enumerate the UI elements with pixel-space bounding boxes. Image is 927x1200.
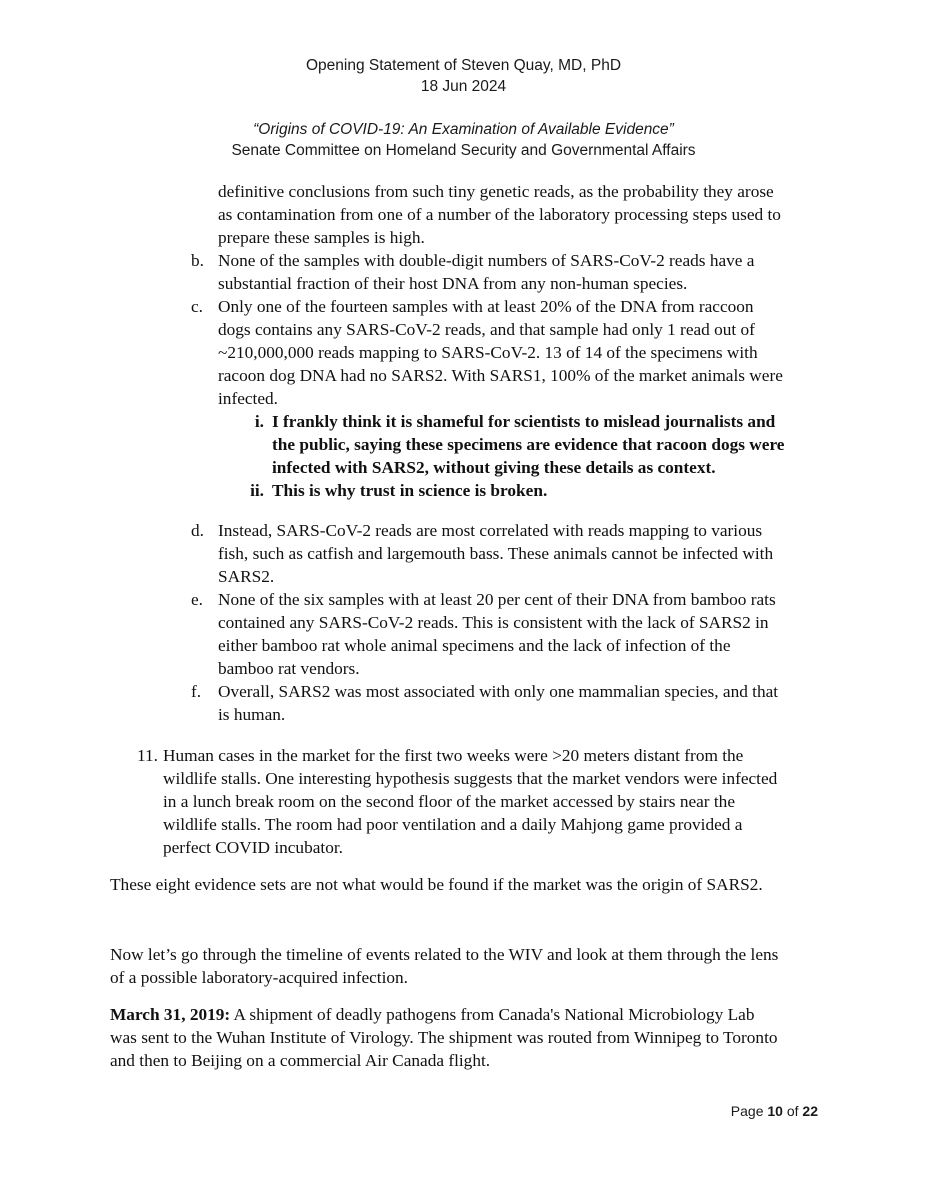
- page-word: Page: [730, 1103, 768, 1119]
- item-d-line: Instead, SARS-CoV-2 reads are most correlated with reads mapping to various: [218, 521, 763, 540]
- timeline-entry-line: was sent to the Wuhan Institute of Virology. The shipment was routed from Winnipeg to Toronto: [110, 1028, 778, 1047]
- timeline-intro-line: of a possible laboratory-acquired infection.: [110, 968, 408, 987]
- item-e-line: bamboo rat vendors.: [218, 659, 360, 678]
- item-a-continuation-line: definitive conclusions from such tiny genetic reads, as the probability they arose: [218, 182, 774, 201]
- item-e-line: contained any SARS-CoV-2 reads. This is consistent with the lack of SARS2 in: [218, 613, 769, 632]
- item-b-line: None of the samples with double-digit numbers of SARS-CoV-2 reads have a: [218, 251, 755, 270]
- list-marker-i: i.: [254, 412, 264, 431]
- item-f-line: is human.: [218, 705, 286, 724]
- item-e-line: either bamboo rat whole animal specimens and the lack of infection of the: [218, 636, 731, 655]
- timeline-entry-text: A shipment of deadly pathogens from Canada's National Microbiology Lab: [230, 1005, 755, 1024]
- summary-paragraph: These eight evidence sets are not what would be found if the market was the origin of SARS2.: [110, 875, 763, 894]
- timeline-date: March 31, 2019:: [110, 1005, 231, 1024]
- item-b-line: substantial fraction of their host DNA from any non-human species.: [218, 274, 688, 293]
- of-word: of: [782, 1103, 803, 1119]
- item-11-line: wildlife stalls. The room had poor ventilation and a daily Mahjong game provided a: [163, 815, 743, 834]
- item-c-i-line: infected with SARS2, without giving these details as context.: [272, 458, 716, 477]
- current-page: 10: [767, 1103, 783, 1119]
- page-number-footer: [731, 1103, 818, 1119]
- hearing-title: “Origins of COVID-19: An Examination of Available Evidence”: [253, 121, 674, 138]
- item-c-line: infected.: [218, 389, 278, 408]
- total-pages: 22: [802, 1103, 818, 1119]
- item-e-line: None of the six samples with at least 20 per cent of their DNA from bamboo rats: [218, 590, 776, 609]
- item-11-line: perfect COVID incubator.: [163, 838, 343, 857]
- item-c-line: racoon dog DNA had no SARS2. With SARS1, 100% of the market animals were: [218, 366, 783, 385]
- list-marker-e: e.: [191, 590, 203, 609]
- item-c-line: dogs contains any SARS-CoV-2 reads, and that sample had only 1 read out of: [218, 320, 755, 339]
- item-f-line: Overall, SARS2 was most associated with only one mammalian species, and that: [218, 682, 779, 701]
- item-a-continuation-line: prepare these samples is high.: [218, 228, 425, 247]
- list-marker-b: b.: [191, 251, 204, 270]
- statement-date: 18 Jun 2024: [420, 78, 507, 95]
- list-marker-11: 11.: [137, 746, 158, 765]
- item-11-line: Human cases in the market for the first two weeks were >20 meters distant from the: [163, 746, 744, 765]
- timeline-intro-line: Now let’s go through the timeline of events related to the WIV and look at them through the lens: [110, 945, 779, 964]
- item-d-line: fish, such as catfish and largemouth bass. These animals cannot be infected with: [218, 544, 774, 563]
- item-11-line: in a lunch break room on the second floor of the market accessed by stairs near the: [163, 792, 735, 811]
- list-marker-ii: ii.: [250, 481, 264, 500]
- item-d-line: SARS2.: [218, 567, 275, 586]
- item-c-line: ~210,000,000 reads mapping to SARS-CoV-2. 13 of 14 of the specimens with: [218, 343, 758, 362]
- item-c-i-line: I frankly think it is shameful for scientists to mislead journalists and: [272, 412, 776, 431]
- statement-heading: Opening Statement of Steven Quay, MD, PhD: [305, 57, 622, 74]
- list-marker-c: c.: [191, 297, 203, 316]
- item-c-line: Only one of the fourteen samples with at least 20% of the DNA from raccoon: [218, 297, 754, 316]
- timeline-entry-first-line: [110, 1004, 754, 1026]
- item-c-i-line: the public, saying these specimens are evidence that racoon dogs were: [272, 435, 785, 454]
- item-11-line: wildlife stalls. One interesting hypothesis suggests that the market vendors were infected: [163, 769, 778, 788]
- item-c-ii-line: This is why trust in science is broken.: [272, 481, 548, 500]
- item-a-continuation-line: as contamination from one of a number of the laboratory processing steps used to: [218, 205, 781, 224]
- list-marker-d: d.: [191, 521, 204, 540]
- committee-name: Senate Committee on Homeland Security and Governmental Affairs: [231, 142, 696, 159]
- list-marker-f: f.: [191, 682, 202, 701]
- timeline-entry-line: and then to Beijing on a commercial Air Canada flight.: [110, 1051, 491, 1070]
